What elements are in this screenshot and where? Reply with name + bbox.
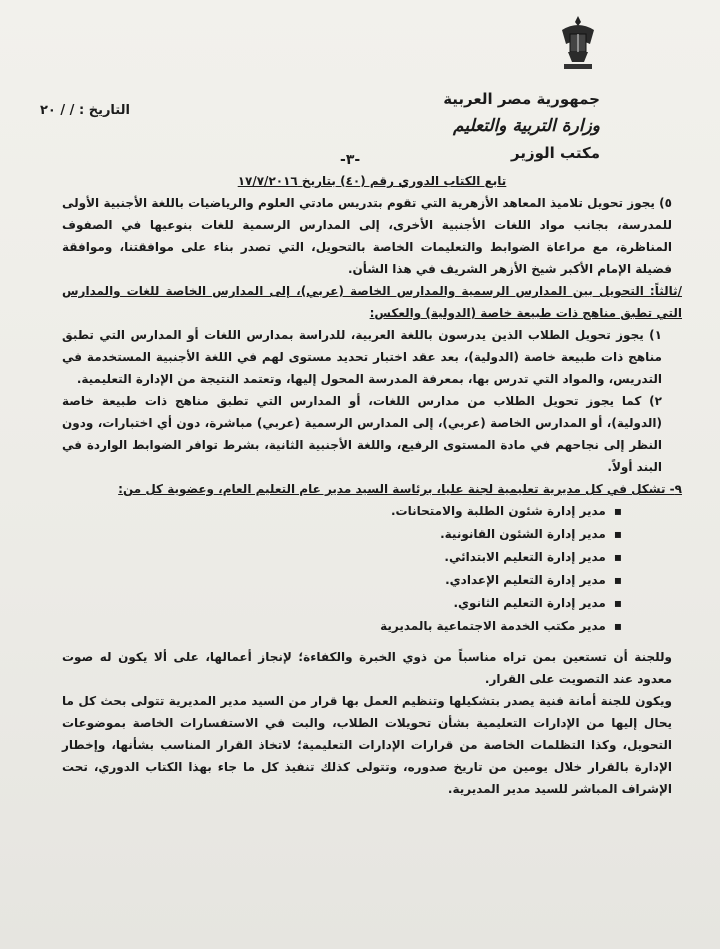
member-item: ▪مدير إدارة التعليم الإعدادي. <box>445 573 622 587</box>
section-3-item-2: ٢) كما يجوز تحويل الطلاب من مدارس اللغات، أو المدارس التي تطبق مناهج ذات طبيعة خاصة (الدولية)، أو المدارس الخاصة (عربي)، إلى المدارس الرسمية (عربي) مباشرة، دون أي اختبارات، ودون النظر إلى نجاحهم في مادة المستوى الرفيع، واللغة الأجنبية الثانية، بشرط توافر الضوابط الواردة في البند أولاً. <box>62 394 662 474</box>
circular-title: تابع الكتاب الدوري رقم (٤٠) بتاريخ ١٧/٧/٢٠١٦ <box>237 174 507 188</box>
member-item: ▪مدير إدارة التعليم الثانوي. <box>453 596 622 610</box>
bullet-icon: ▪ <box>613 619 622 633</box>
eagle-emblem-icon <box>558 14 598 72</box>
member-item: ▪مدير إدارة الشئون القانونية. <box>440 527 622 541</box>
member-item: ▪مدير مكتب الخدمة الاجتماعية بالمديرية <box>380 619 622 633</box>
bullet-icon: ▪ <box>613 504 622 518</box>
date-blank: / / ٢٠ <box>40 103 75 118</box>
item-9-title: ٩- تشكل في كل مديرية تعليمية لجنة عليا، برئاسة السيد مدير عام التعليم العام، وعضوية كل من: <box>118 482 682 496</box>
section-3-item-1: ١) يجوز تحويل الطلاب الذين يدرسون باللغة العربية، للدراسة بمدارس اللغات أو المدارس التي تطبق مناهج ذات طبيعة خاصة (الدولية)، بعد عقد اختبار تحديد مستوى لهم في اللغة الأجنبية المستخدمة في التدريس، والمواد التي تدرس بها، بمعرفة المدرسة المحول إليها، وتعتمد النتيجة من الإدارة التعليمية. <box>62 328 662 386</box>
committee-paragraph-2: ويكون للجنة أمانة فنية يصدر بتشكيلها وتنظيم العمل بها قرار من السيد مدير المديرية تتولى بحث كل ما يحال إليها من الإدارات التعليمية بشأن تحويلات الطلاب، والبت في الاستفسارات الخاصة بموضوعات التحويل، وكذا التظلمات الخاصة من قرارات الإدارات التعليمية؛ لاتخاذ القرار المناسب بشأنها، وإخطار الإدارة بالقرار خلال يومين من تاريخ صدوره، وتتولى كذلك تنفيذ كل ما جاء بهذا الكتاب الدوري، تحت الإشراف المباشر للسيد مدير المديرية. <box>62 694 672 796</box>
committee-paragraph-1: وللجنة أن تستعين بمن تراه مناسباً من ذوي الخبرة والكفاءة؛ لإنجاز أعمالها، على ألا يكون له صوت معدود عند التصويت على القرار. <box>62 650 672 686</box>
ministry-header <box>443 86 600 167</box>
document-body <box>62 170 682 800</box>
office-name: مكتب الوزير <box>510 144 600 162</box>
bullet-icon: ▪ <box>613 573 622 587</box>
page-number: -٣- <box>340 152 361 168</box>
item-5: ٥) يجوز تحويل تلاميذ المعاهد الأزهرية التي تقوم بتدريس مادتي العلوم والرياضيات باللغة الأجنبية الأولى للمدرسة، بجانب مواد اللغات الأجنبية الأخرى، إلى المدارس الرسمية للغات بنوعيها في الصفوف المناظرة، مع مراعاة الضوابط والتعليمات الخاصة بالتحويل، التي تصدر بناء على موافقتنا، وموافقة فضيلة الإمام الأكبر شيخ الأزهر الشريف في هذا الشأن. <box>62 196 672 276</box>
section-3-title: /ثالثاً: التحويل بين المدارس الرسمية والمدارس الخاصة (عربي)، إلى المدارس الخاصة للغات والمدارس التي تطبق مناهج ذات طبيعة خاصة (الدولية) والعكس: <box>62 284 682 320</box>
bullet-icon: ▪ <box>613 550 622 564</box>
member-item: ▪مدير إدارة شئون الطلبة والامتحانات. <box>390 504 622 518</box>
date-label: التاريخ : <box>78 103 130 118</box>
date-line <box>40 103 130 118</box>
bullet-icon: ▪ <box>613 527 622 541</box>
ministry-name: وزارة التربية والتعليم <box>453 116 600 136</box>
bullet-icon: ▪ <box>613 596 622 610</box>
member-item: ▪مدير إدارة التعليم الابتدائي. <box>444 550 622 564</box>
country-name: جمهورية مصر العربية <box>443 90 600 108</box>
